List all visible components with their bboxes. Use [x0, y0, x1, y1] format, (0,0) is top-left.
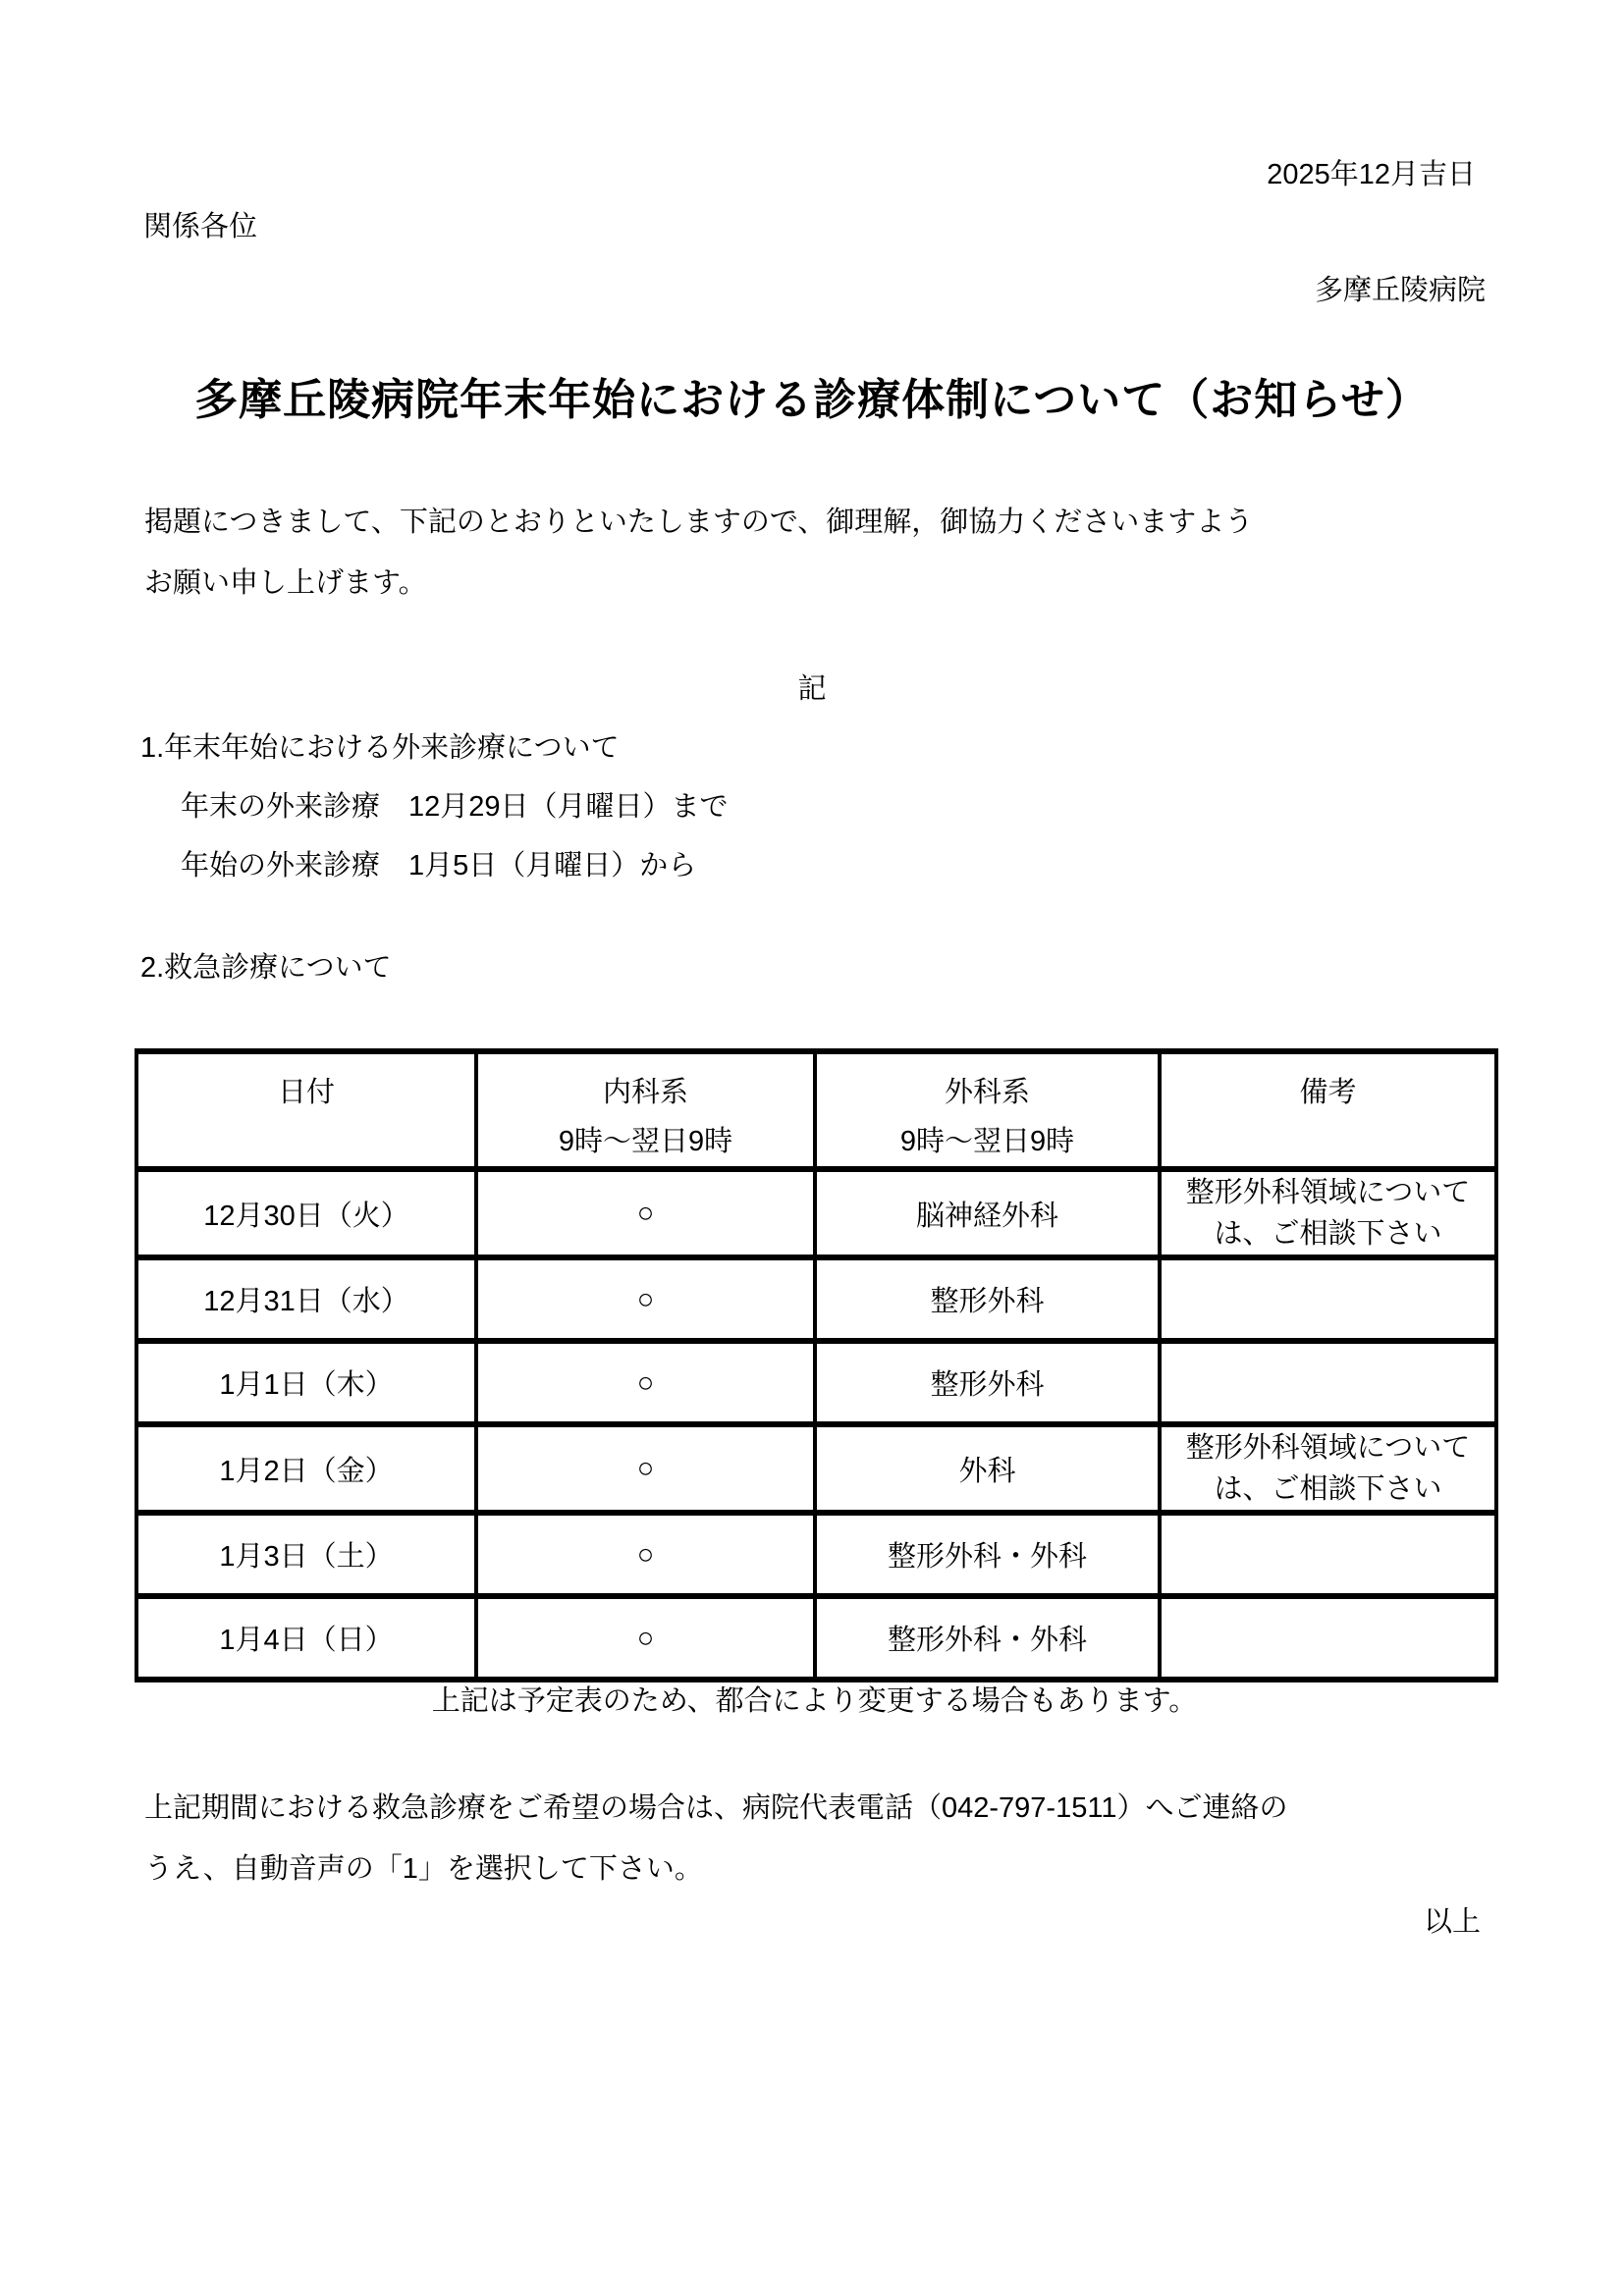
remarks-cell — [1160, 1596, 1496, 1680]
table-row — [136, 1341, 1496, 1424]
section1-item-newyear: 年始の外来診療 1月5日（月曜日）から — [181, 850, 697, 881]
internal-medicine-cell: ○ — [476, 1169, 815, 1257]
table-note: 上記は予定表のため、都合により変更する場合もあります。 — [431, 1685, 1198, 1717]
col-header-internal-label: 内科系 — [602, 1077, 688, 1108]
date-cell: 1月3日（土） — [136, 1513, 476, 1596]
internal-medicine-cell: ○ — [476, 1257, 815, 1341]
contact-line-2: うえ、自動音声の「1」を選択して下さい。 — [144, 1853, 703, 1885]
closing-marker: 以上 — [1423, 1906, 1481, 1938]
remarks-cell — [1160, 1257, 1496, 1341]
greeting-line-1: 掲題につきまして、下記のとおりといたしますので、御理解，御協力くださいますよう — [144, 507, 1254, 538]
internal-medicine-cell: ○ — [476, 1596, 815, 1680]
surgical-cell: 整形外科 — [815, 1341, 1160, 1424]
date-cell: 12月30日（火） — [136, 1169, 476, 1257]
record-marker: 記 — [797, 673, 827, 705]
remarks-cell — [1160, 1513, 1496, 1596]
table-row — [136, 1513, 1496, 1596]
col-header-internal — [476, 1051, 815, 1169]
table-header-row — [136, 1051, 1496, 1169]
col-header-remarks-label: 備考 — [1299, 1077, 1357, 1108]
emergency-care-table — [135, 1048, 1498, 1682]
remarks-cell — [1160, 1341, 1496, 1424]
col-header-date-label: 日付 — [277, 1077, 335, 1108]
internal-medicine-cell: ○ — [476, 1341, 815, 1424]
section1-heading: 1.年末年始における外来診療について — [140, 732, 620, 764]
document-date: 2025年12月吉日 — [1267, 159, 1476, 190]
surgical-cell: 整形外科・外科 — [815, 1596, 1160, 1680]
date-cell: 1月2日（金） — [136, 1424, 476, 1513]
col-header-surgical-label: 外科系 — [944, 1077, 1030, 1108]
table-row — [136, 1169, 1496, 1257]
date-cell: 1月1日（木） — [136, 1341, 476, 1424]
internal-medicine-cell: ○ — [476, 1513, 815, 1596]
sender-line: 多摩丘陵病院 — [1314, 275, 1486, 306]
recipient-line: 関係各位 — [143, 211, 258, 242]
surgical-cell: 整形外科 — [815, 1257, 1160, 1341]
table-row — [136, 1596, 1496, 1680]
table-row — [136, 1257, 1496, 1341]
remarks-cell: 整形外科領域については、ご相談下さい — [1160, 1424, 1496, 1513]
surgical-cell: 整形外科・外科 — [815, 1513, 1160, 1596]
section1-item-yearend: 年末の外来診療 12月29日（月曜日）まで — [181, 791, 729, 823]
contact-line-1: 上記期間における救急診療をご希望の場合は、病院代表電話（042-797-1511）へご連絡の — [144, 1792, 1288, 1824]
date-cell: 1月4日（日） — [136, 1596, 476, 1680]
col-header-internal-hours: 9時～翌日9時 — [558, 1126, 733, 1157]
surgical-cell: 脳神経外科 — [815, 1169, 1160, 1257]
col-header-surgical-hours: 9時～翌日9時 — [899, 1126, 1075, 1157]
document-title: 多摩丘陵病院年末年始における診療体制について（お知らせ） — [194, 376, 1430, 424]
date-cell: 12月31日（水） — [136, 1257, 476, 1341]
surgical-cell: 外科 — [815, 1424, 1160, 1513]
col-header-remarks — [1160, 1051, 1496, 1169]
section2-heading: 2.救急診療について — [140, 952, 392, 984]
greeting-line-2: お願い申し上げます。 — [144, 567, 427, 599]
remarks-cell: 整形外科領域については、ご相談下さい — [1160, 1169, 1496, 1257]
col-header-surgical — [815, 1051, 1160, 1169]
internal-medicine-cell: ○ — [476, 1424, 815, 1513]
table-row — [136, 1424, 1496, 1513]
col-header-date — [136, 1051, 476, 1169]
